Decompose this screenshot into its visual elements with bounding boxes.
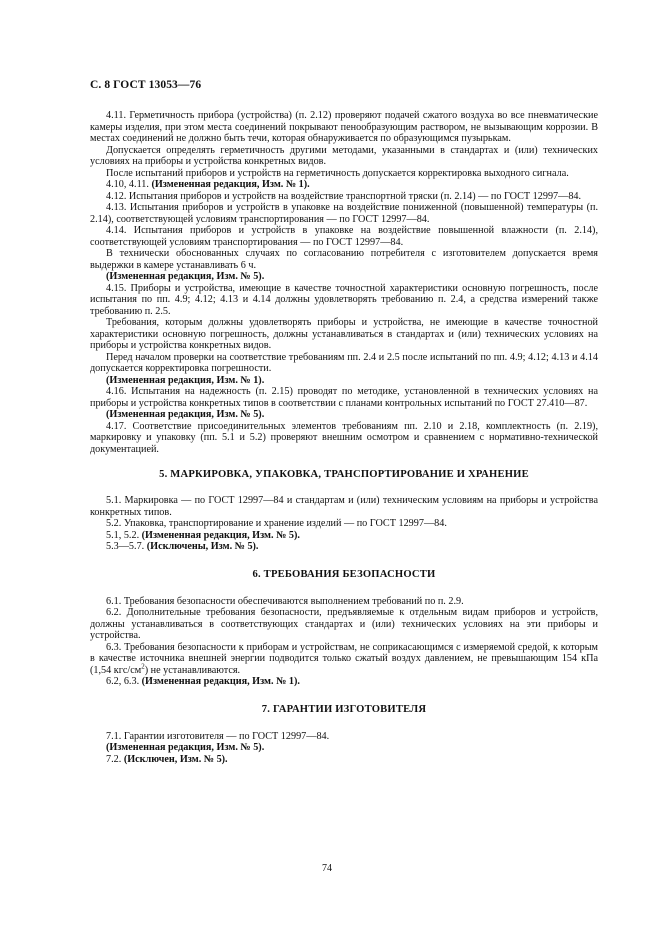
section-5-heading: 5. МАРКИРОВКА, УПАКОВКА, ТРАНСПОРТИРОВАНИЕ И ХРАНЕНИЕ: [159, 469, 529, 480]
page-number: 74: [322, 863, 332, 874]
running-header: С. 8 ГОСТ 13053—76: [90, 79, 202, 91]
paragraph-5-2: 5.2. Упаковка, транспортирование и хранение изделий — по ГОСТ 12997—84.: [106, 518, 447, 529]
revision-lead: 6.2, 6.3.: [106, 676, 140, 687]
paragraph-4-15-correction: Перед началом проверки на соответствие требованиям пп. 2.4 и 2.5 после испытаний по пп. 4.9; 4.12; 4.13 и 4.14 допускается корректировка погрешности.: [90, 351, 598, 374]
paragraph-4-17: 4.17. Соответствие присоединительных элементов требованиям пп. 2.10 и 2.18, комплектность (п. 2.19), маркировку и упаковку (пп. 5.1 и 5.2) проверяют внешним осмотром и сравнением с нормативно-технической документацией.: [90, 420, 598, 455]
revision-note-5-3: [90, 541, 598, 553]
paragraph-4-12: 4.12. Испытания приборов и устройств на воздействие транспортной тряски (п. 2.14) — по ГОСТ 12997—84.: [106, 190, 582, 202]
revision-text: (Измененная редакция, Изм. № 5).: [106, 742, 265, 753]
paragraph-6-1: 6.1. Требования безопасности обеспечиваются выполнением требований по п. 2.9.: [106, 595, 464, 607]
revision-text: (Измененная редакция, Изм. № 5).: [141, 529, 300, 541]
paragraph-4-11: 4.11. Герметичность прибора (устройства) (п. 2.12) проверяют подачей сжатого воздуха во все пневматические камеры изделия, при этом места соединений покрывают пенообразующим раствором, не вызывающим коррозии. В местах соединений не должно быть течи, которая обнаруживается по образующимся пузырькам.: [90, 110, 598, 144]
paragraph-6-3-text: 6.3. Требования безопасности к приборам и устройствам, не соприкасающимся с измеряемой средой, к которым в качестве источника внешней энергии подводится только сжатый воздух давлением, не превышающим 154 кПа (1,54 кгс/см: [90, 641, 598, 676]
revision-text: (Измененная редакция, Изм. № 1).: [106, 374, 265, 386]
revision-note-7-2: [90, 754, 598, 766]
revision-note-4-10: [90, 179, 598, 191]
paragraph-6-3-end: ) не устанавливаются.: [144, 664, 241, 676]
revision-note-5-1: [90, 530, 598, 542]
revision-lead: 5.1, 5.2.: [106, 529, 140, 541]
paragraph-4-13: 4.13. Испытания приборов и устройств в упаковке на воздействие пониженной (повышенной) температуры (п. 2.14), соответствующей условиям транспортирования — по ГОСТ 12997—84.: [90, 202, 598, 225]
revision-text: (Исключены, Изм. № 5).: [146, 541, 259, 552]
paragraph-6-2: 6.2. Дополнительные требования безопасности, предъявляемые к отдельным видам приборов и устройств, должны устанавливаться в соответствующих стандартах и (или) технических условиях на эти приборы и устройства.: [90, 607, 598, 641]
section-7-heading: 7. ГАРАНТИИ ИЗГОТОВИТЕЛЯ: [261, 703, 427, 715]
paragraph-4-11-alt-methods: Допускается определять герметичность другими методами, указанными в стандартах и (или) технических условиях на приборы и устройства конкретных видов.: [90, 144, 598, 167]
paragraph-4-11-correction: После испытаний приборов и устройств на герметичность допускается корректировка выходного сигнала.: [106, 167, 569, 179]
revision-text: (Исключен, Изм. № 5).: [123, 753, 228, 765]
paragraph-4-15: 4.15. Приборы и устройства, имеющие в качестве точностной характеристики основную погрешность, после испытания по пп. 4.9; 4.12; 4.13 и 4.14 должны удовлетворять требованию п. 2.4, а средства измерений также требованию п. 2.5.: [90, 282, 598, 317]
superscript: 2: [141, 662, 145, 671]
paragraph-4-16: 4.16. Испытания на надежность (п. 2.15) проводят по методике, установленной в технических условиях на приборы и устройства конкретных типов в соответствии с планами контрольных испытаний по ГОСТ 27.410—87.: [90, 386, 598, 409]
revision-lead: 7.2.: [106, 753, 122, 765]
revision-note: [90, 375, 598, 387]
revision-text: (Измененная редакция, Изм. № 5).: [106, 271, 265, 282]
paragraph-6-3: [90, 642, 598, 677]
paragraph-4-14-exposure: В технически обоснованных случаях по согласованию потребителя с изготовителем допускается время выдержки в камере устанавливать 6 ч.: [90, 248, 598, 271]
paragraph-5-1: 5.1. Маркировка — по ГОСТ 12997—84 и стандартам и (или) техническим условиям на приборы и устройства конкретных типов.: [90, 495, 598, 518]
paragraph-4-14: 4.14. Испытания приборов и устройств в упаковке на воздействие повышенной влажности (п. 2.14), соответствующей условиям транспортирования — по ГОСТ 12997—84.: [90, 225, 598, 248]
revision-note: [90, 409, 598, 421]
revision-lead: 5.3—5.7.: [106, 541, 145, 552]
revision-lead: 4.10, 4.11.: [106, 179, 149, 190]
section-6-heading: 6. ТРЕБОВАНИЯ БЕЗОПАСНОСТИ: [252, 568, 436, 580]
page-body: [90, 110, 598, 765]
revision-note: [90, 271, 598, 283]
revision-note-6-2: [90, 676, 598, 688]
paragraph-7-1: 7.1. Гарантии изготовителя — по ГОСТ 12997—84.: [106, 730, 330, 742]
revision-text: (Измененная редакция, Изм. № 5).: [106, 409, 265, 420]
paragraph-4-15-requirements: Требования, которым должны удовлетворять приборы и устройства, не имеющие в качестве точностной характеристики основную погрешность, должны устанавливаться в стандартах и (или) технических условиях на приборы и устройства конкретных видов.: [90, 317, 598, 351]
revision-text: (Измененная редакция, Изм. № 1).: [141, 676, 300, 687]
revision-text: (Измененная редакция, Изм. № 1).: [151, 179, 310, 190]
revision-note: [90, 742, 598, 754]
